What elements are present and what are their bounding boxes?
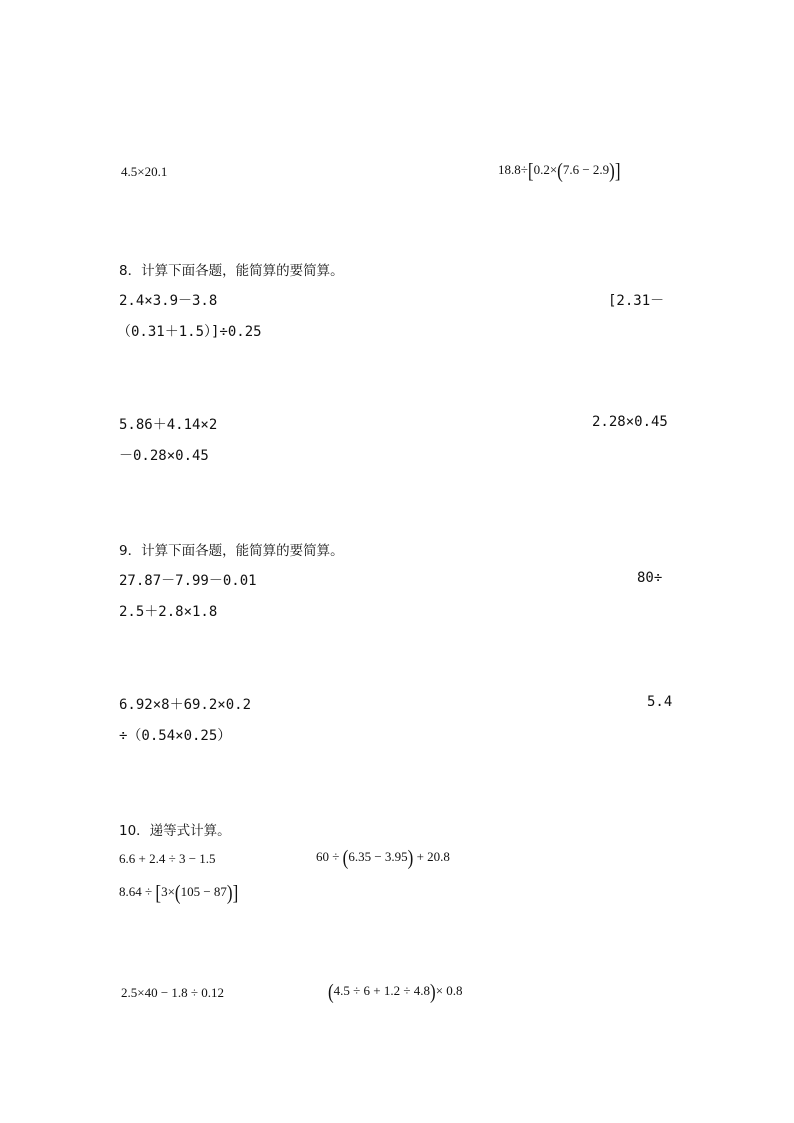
q9-line3-left: 6.92×8＋69.2×0.2	[119, 697, 252, 713]
q7-open-bracket: [	[527, 158, 534, 183]
q10-b-suffix: + 20.8	[413, 849, 450, 864]
q10-c-paren-inner: 105 − 87	[180, 884, 227, 899]
q7-close-paren: )	[609, 158, 615, 183]
q10-e-paren-inner: 4.5 ÷ 6 + 1.2 ÷ 4.8	[333, 983, 431, 998]
q9-line2: 2.5＋2.8×1.8	[119, 604, 218, 620]
q10-expression-b	[316, 845, 450, 870]
q8-heading: 8．计算下面各题，能简算的要简算。	[119, 263, 344, 279]
q10-c-open-paren: (	[174, 880, 181, 905]
q10-c-open-bracket: [	[155, 880, 162, 905]
q10-b-prefix: 60 ÷	[316, 849, 343, 864]
q7-expression-b-prefix: 18.8÷	[498, 162, 528, 177]
q8-line4: －0.28×0.45	[119, 448, 209, 464]
q9-heading: 9．计算下面各题，能简算的要简算。	[119, 543, 344, 559]
q10-e-open-paren: (	[328, 979, 334, 1004]
q8-line1-left: 2.4×3.9－3.8	[119, 293, 218, 309]
q8-line3-right: 2.28×0.45	[592, 414, 668, 430]
q9-line4: ÷（0.54×0.25）	[119, 728, 232, 744]
q10-e-close-paren: )	[430, 979, 436, 1004]
q10-expression-e	[328, 979, 463, 1004]
q10-b-paren-inner: 6.35 − 3.95	[348, 849, 408, 864]
q7-inner-prefix: 0.2×	[533, 162, 558, 177]
q10-expression-d: 2.5×40 − 1.8 ÷ 0.12	[121, 985, 225, 1000]
q10-c-close-bracket: ]	[232, 880, 239, 905]
q8-line2: （0.31＋1.5）]÷0.25	[117, 324, 262, 340]
q10-heading: 10．递等式计算。	[119, 823, 231, 839]
q9-line3-right: 5.4	[647, 694, 673, 710]
q7-close-bracket: ]	[614, 158, 621, 183]
q10-expression-a: 6.6 + 2.4 ÷ 3 − 1.5	[119, 851, 216, 866]
q9-line1-right: 80÷	[637, 570, 663, 586]
q7-paren-inner: 7.6 − 2.9	[562, 162, 610, 177]
q10-c-close-paren: )	[226, 880, 233, 905]
q8-line3-left: 5.86＋4.14×2	[119, 417, 218, 433]
q8-line1-right: [2.31－	[608, 293, 665, 309]
q10-b-close-paren: )	[407, 845, 414, 870]
q7-expression-a: 4.5×20.1	[121, 164, 168, 179]
q7-open-paren: (	[557, 158, 563, 183]
q10-c-inner-prefix: 3×	[161, 884, 175, 899]
q10-e-suffix: × 0.8	[435, 983, 463, 998]
q10-expression-c	[119, 880, 239, 905]
q10-c-prefix: 8.64 ÷	[119, 884, 156, 899]
q7-expression-b	[498, 158, 621, 183]
q9-line1-left: 27.87－7.99－0.01	[119, 573, 257, 589]
q10-b-open-paren: (	[342, 845, 349, 870]
